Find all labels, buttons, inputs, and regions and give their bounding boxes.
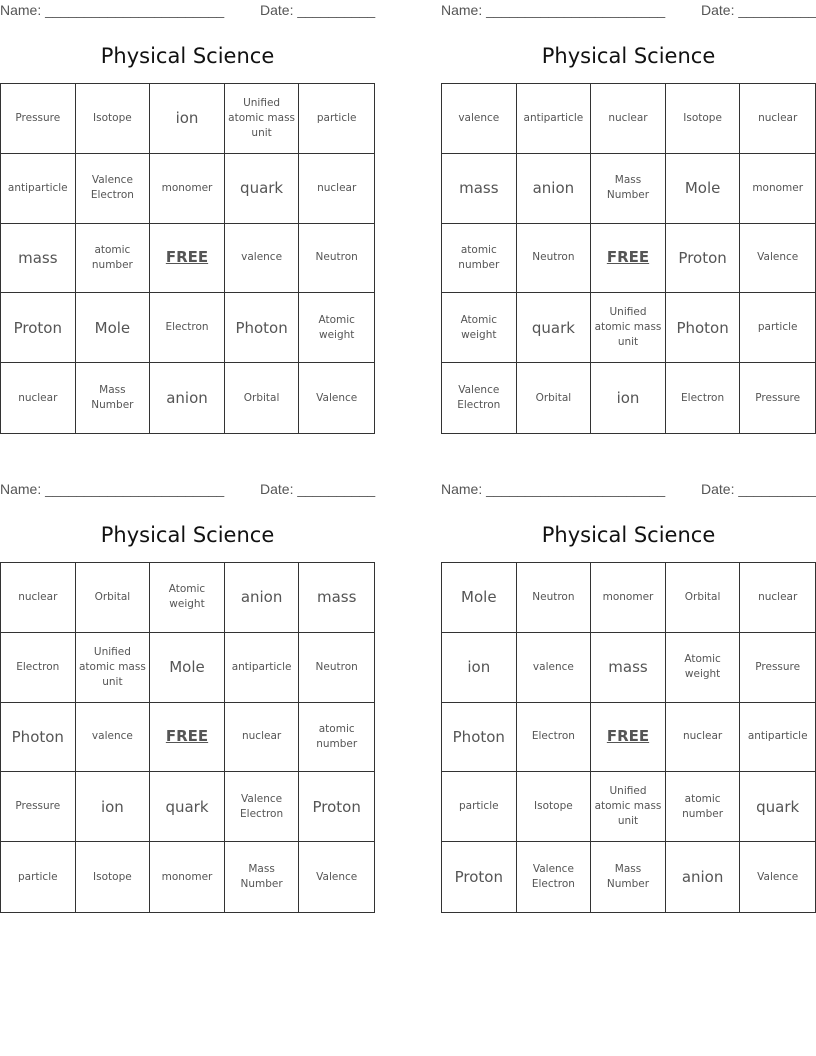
bingo-cell[interactable]: Photon [1, 703, 76, 773]
bingo-cell[interactable]: Valence Electron [442, 363, 517, 433]
bingo-cell[interactable]: Photon [225, 293, 300, 363]
bingo-cell[interactable]: mass [442, 154, 517, 224]
name-date-line [441, 2, 816, 20]
bingo-cell[interactable]: Valence [316, 391, 358, 404]
name-date-line [441, 481, 816, 499]
bingo-cell[interactable]: mass [299, 563, 374, 633]
bingo-cell[interactable]: Electron [1, 633, 76, 703]
bingo-cell[interactable]: Valence [740, 224, 815, 294]
card-title: Physical Science [541, 44, 716, 68]
name-field[interactable]: Name: _______________________ [441, 481, 666, 497]
bingo-cell[interactable]: Valence Electron [517, 842, 592, 912]
name-field[interactable]: Name: _______________________ [441, 2, 666, 18]
bingo-cell[interactable]: Neutron [299, 633, 374, 703]
bingo-cell[interactable]: Isotope [517, 772, 592, 842]
bingo-cell[interactable]: Unified atomic mass unit [225, 84, 300, 154]
bingo-cell[interactable]: nuclear [1, 563, 76, 633]
bingo-cell[interactable]: Neutron [299, 224, 374, 294]
bingo-cell[interactable]: Isotope [666, 84, 741, 154]
bingo-cell[interactable]: Pressure [1, 772, 76, 842]
card-title: Physical Science [100, 523, 275, 547]
bingo-cell[interactable]: Valence [316, 870, 358, 883]
bingo-cell[interactable]: Orbital [666, 563, 741, 633]
free-space-cell[interactable]: FREE [591, 224, 666, 294]
name-field[interactable]: Name: _______________________ [0, 481, 225, 497]
bingo-cell[interactable]: monomer [740, 154, 815, 224]
bingo-cell[interactable]: Pressure [755, 391, 801, 404]
bingo-cell[interactable]: Atomic weight [150, 563, 225, 633]
bingo-cell[interactable]: antiparticle [517, 84, 592, 154]
bingo-cell[interactable]: Proton [442, 842, 517, 912]
name-date-line [0, 481, 375, 499]
bingo-cell[interactable]: Isotope [76, 842, 151, 912]
bingo-grid [0, 562, 375, 913]
bingo-cell[interactable]: Valence [757, 870, 799, 883]
bingo-cell[interactable]: nuclear [591, 84, 666, 154]
bingo-cell[interactable]: Mole [150, 633, 225, 703]
bingo-cell[interactable]: Electron [666, 363, 741, 433]
bingo-cell[interactable]: Mole [442, 563, 517, 633]
bingo-cell[interactable]: Mole [666, 154, 741, 224]
bingo-cell[interactable]: particle [299, 84, 374, 154]
bingo-cell[interactable]: Pressure [740, 633, 815, 703]
bingo-cell[interactable]: quark [517, 293, 592, 363]
bingo-cell[interactable]: Mole [76, 293, 151, 363]
bingo-cell[interactable]: nuclear [740, 563, 815, 633]
bingo-cell[interactable]: mass [1, 224, 76, 294]
bingo-cell[interactable]: Neutron [517, 224, 592, 294]
card-title: Physical Science [541, 523, 716, 547]
bingo-cell[interactable]: monomer [150, 154, 225, 224]
bingo-cell[interactable]: Mass Number [591, 154, 666, 224]
bingo-cell[interactable]: nuclear [666, 703, 741, 773]
bingo-cell[interactable]: Unified atomic mass unit [591, 293, 666, 363]
bingo-cell[interactable]: ion [150, 84, 225, 154]
bingo-cell[interactable]: Isotope [76, 84, 151, 154]
date-field[interactable]: Date: __________ [701, 481, 816, 497]
bingo-cell[interactable]: nuclear [740, 84, 815, 154]
bingo-cell[interactable]: Electron [517, 703, 592, 773]
bingo-cell[interactable]: atomic number [442, 224, 517, 294]
bingo-grid [441, 83, 816, 434]
bingo-cell[interactable]: Proton [1, 293, 76, 363]
bingo-cell[interactable]: Unified atomic mass unit [76, 633, 151, 703]
bingo-cell[interactable]: Pressure [1, 84, 76, 154]
name-field[interactable]: Name: _______________________ [0, 2, 225, 18]
date-field[interactable]: Date: __________ [701, 2, 816, 18]
bingo-cell[interactable]: Atomic weight [442, 293, 517, 363]
bingo-cell[interactable]: anion [225, 563, 300, 633]
bingo-cell[interactable]: mass [591, 633, 666, 703]
bingo-cell[interactable]: Mass Number [591, 842, 666, 912]
bingo-cell[interactable]: nuclear [225, 703, 300, 773]
bingo-cell[interactable]: antiparticle [740, 703, 815, 773]
free-space-cell[interactable]: FREE [150, 703, 225, 773]
bingo-card-3 [0, 479, 375, 915]
bingo-cell[interactable]: Atomic weight [666, 633, 741, 703]
bingo-cell[interactable]: particle [442, 772, 517, 842]
bingo-cell[interactable]: Photon [666, 293, 741, 363]
bingo-cell[interactable]: valence [225, 224, 300, 294]
bingo-grid [441, 562, 816, 913]
bingo-cell[interactable]: valence [517, 633, 592, 703]
bingo-cell[interactable]: Proton [666, 224, 741, 294]
bingo-cell[interactable]: quark [150, 772, 225, 842]
bingo-cell[interactable]: quark [740, 772, 815, 842]
bingo-cell[interactable]: quark [225, 154, 300, 224]
bingo-cell[interactable]: Valence Electron [76, 154, 151, 224]
bingo-cell[interactable]: Orbital [517, 363, 592, 433]
bingo-cell[interactable]: Photon [442, 703, 517, 773]
date-field[interactable]: Date: __________ [260, 2, 376, 18]
bingo-cell[interactable]: Mass Number [225, 842, 300, 912]
bingo-cell[interactable]: monomer [150, 842, 225, 912]
bingo-cell[interactable]: valence [76, 703, 151, 773]
bingo-cell[interactable]: atomic number [299, 703, 374, 773]
bingo-cell[interactable]: Mass Number [76, 363, 151, 433]
bingo-card-4 [441, 479, 816, 915]
bingo-cell[interactable]: Orbital [225, 363, 300, 433]
bingo-cell[interactable]: Neutron [517, 563, 592, 633]
bingo-cell[interactable]: antiparticle [1, 154, 76, 224]
bingo-cell[interactable]: particle [740, 293, 815, 363]
bingo-cell[interactable]: ion [442, 633, 517, 703]
bingo-cell[interactable]: antiparticle [225, 633, 300, 703]
bingo-cell[interactable]: Valence Electron [225, 772, 300, 842]
bingo-cell[interactable]: Electron [150, 293, 225, 363]
bingo-cell[interactable]: Proton [299, 772, 374, 842]
bingo-cell[interactable]: anion [517, 154, 592, 224]
bingo-cell[interactable]: atomic number [76, 224, 151, 294]
name-date-line [0, 2, 375, 20]
bingo-cell[interactable]: anion [666, 842, 741, 912]
bingo-cell[interactable]: valence [442, 84, 517, 154]
bingo-cell[interactable]: nuclear [1, 363, 76, 433]
bingo-cell[interactable]: Orbital [76, 563, 151, 633]
bingo-cell[interactable]: monomer [591, 563, 666, 633]
card-title: Physical Science [100, 44, 275, 68]
bingo-grid [0, 83, 375, 434]
bingo-card-1 [0, 0, 375, 436]
date-field[interactable]: Date: __________ [260, 481, 376, 497]
bingo-card-2 [441, 0, 816, 436]
bingo-cell[interactable]: anion [150, 363, 225, 433]
free-space-cell[interactable]: FREE [591, 703, 666, 773]
free-space-cell[interactable]: FREE [150, 224, 225, 294]
bingo-cell[interactable]: particle [1, 842, 76, 912]
bingo-cell[interactable]: nuclear [299, 154, 374, 224]
bingo-cell[interactable]: atomic number [666, 772, 741, 842]
bingo-cell[interactable]: Atomic weight [299, 293, 374, 363]
bingo-cell[interactable]: ion [591, 363, 666, 433]
bingo-cell[interactable]: Unified atomic mass unit [591, 772, 666, 842]
bingo-cell[interactable]: ion [76, 772, 151, 842]
